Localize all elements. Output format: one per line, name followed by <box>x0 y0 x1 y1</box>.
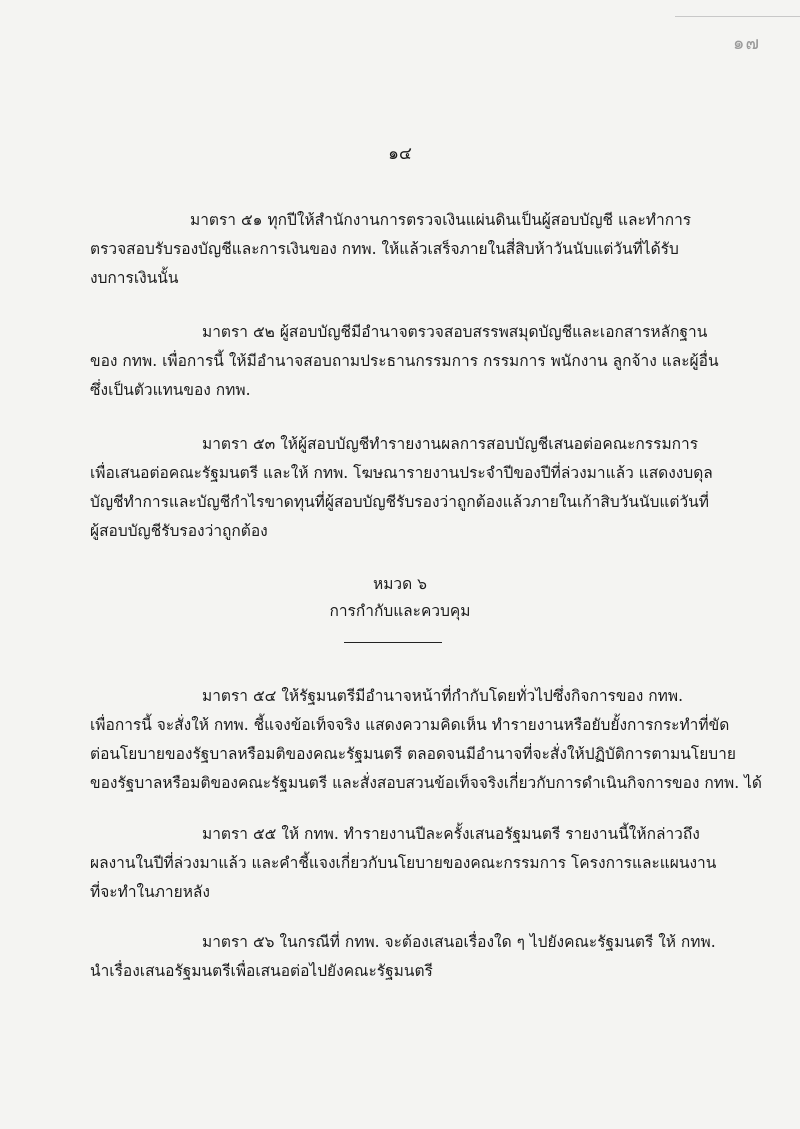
section-56 <box>90 928 716 986</box>
section-line: ซึ่งเป็นตัวแทนของ กทพ. <box>90 381 251 399</box>
section-line: มาตรา ๕๑ ทุกปีให้สำนักงานการตรวจเงินแผ่นดินเป็นผู้สอบบัญชี และทำการ <box>190 211 692 229</box>
section-52 <box>90 318 719 405</box>
section-54 <box>90 682 762 798</box>
section-line: งบการเงินนั้น <box>90 269 179 287</box>
section-line: มาตรา ๕๖ ในกรณีที่ กทพ. จะต้องเสนอเรื่องใด ๆ ไปยังคณะรัฐมนตรี ให้ กทพ. <box>202 933 716 951</box>
section-line: มาตรา ๕๕ ให้ กทพ. ทำรายงานปีละครั้งเสนอรัฐมนตรี รายงานนี้ให้กล่าวถึง <box>202 825 700 843</box>
section-line: เพื่อเสนอต่อคณะรัฐมนตรี และให้ กทพ. โฆษณารายงานประจำปีของปีที่ล่วงมาแล้ว แสดงงบดุล <box>90 464 713 482</box>
section-line: นำเรื่องเสนอรัฐมนตรีเพื่อเสนอต่อไปยังคณะรัฐมนตรี <box>90 962 433 980</box>
top-right-rule <box>675 16 800 17</box>
section-55 <box>90 820 717 907</box>
section-53 <box>90 430 713 546</box>
section-line: ที่จะทำในภายหลัง <box>90 883 210 901</box>
section-line: ผลงานในปีที่ล่วงมาแล้ว และคำชี้แจงเกี่ยวกับนโยบายของคณะกรรมการ โครงการและแผนงาน <box>90 854 717 872</box>
section-line: ผู้สอบบัญชีรับรองว่าถูกต้อง <box>90 522 268 540</box>
section-line: บัญชีทำการและบัญชีกำไรขาดทุนที่ผู้สอบบัญชีรับรองว่าถูกต้องแล้วภายในเก้าสิบวันนับแต่วันที่ <box>90 493 709 511</box>
chapter-subtitle: การกำกับและควบคุม <box>329 602 471 620</box>
section-line: ของรัฐบาลหรือมติของคณะรัฐมนตรี และสั่งสอบสวนข้อเท็จจริงเกี่ยวกับการดำเนินกิจการของ กทพ. ได้ <box>90 774 762 792</box>
section-line: มาตรา ๕๓ ให้ผู้สอบบัญชีทำรายงานผลการสอบบัญชีเสนอต่อคณะกรรมการ <box>202 435 699 453</box>
section-line: เพื่อการนี้ จะสั่งให้ กทพ. ชี้แจงข้อเท็จจริง แสดงความคิดเห็น ทำรายงานหรือยับยั้งการกระทำที่ขัด <box>90 716 730 734</box>
page-number: ๑๔ <box>388 144 412 164</box>
chapter-divider <box>344 642 442 643</box>
corner-page-mark: ๑๗ <box>733 33 760 54</box>
section-line: ตรวจสอบรับรองบัญชีและการเงินของ กทพ. ให้แล้วเสร็จภายในสี่สิบห้าวันนับแต่วันที่ได้รับ <box>90 240 679 258</box>
chapter-heading: หมวด ๖ <box>373 575 427 593</box>
section-line: ของ กทพ. เพื่อการนี้ ให้มีอำนาจสอบถามประธานกรรมการ กรรมการ พนักงาน ลูกจ้าง และผู้อื่น <box>90 352 719 370</box>
section-line: มาตรา ๕๒ ผู้สอบบัญชีมีอำนาจตรวจสอบสรรพสมุดบัญชีและเอกสารหลักฐาน <box>202 323 708 341</box>
section-line: มาตรา ๕๔ ให้รัฐมนตรีมีอำนาจหน้าที่กำกับโดยทั่วไปซึ่งกิจการของ กทพ. <box>202 687 683 705</box>
section-line: ต่อนโยบายของรัฐบาลหรือมติของคณะรัฐมนตรี ตลอดจนมีอำนาจที่จะสั่งให้ปฏิบัติการตามนโยบาย <box>90 745 736 763</box>
section-51 <box>90 206 692 293</box>
